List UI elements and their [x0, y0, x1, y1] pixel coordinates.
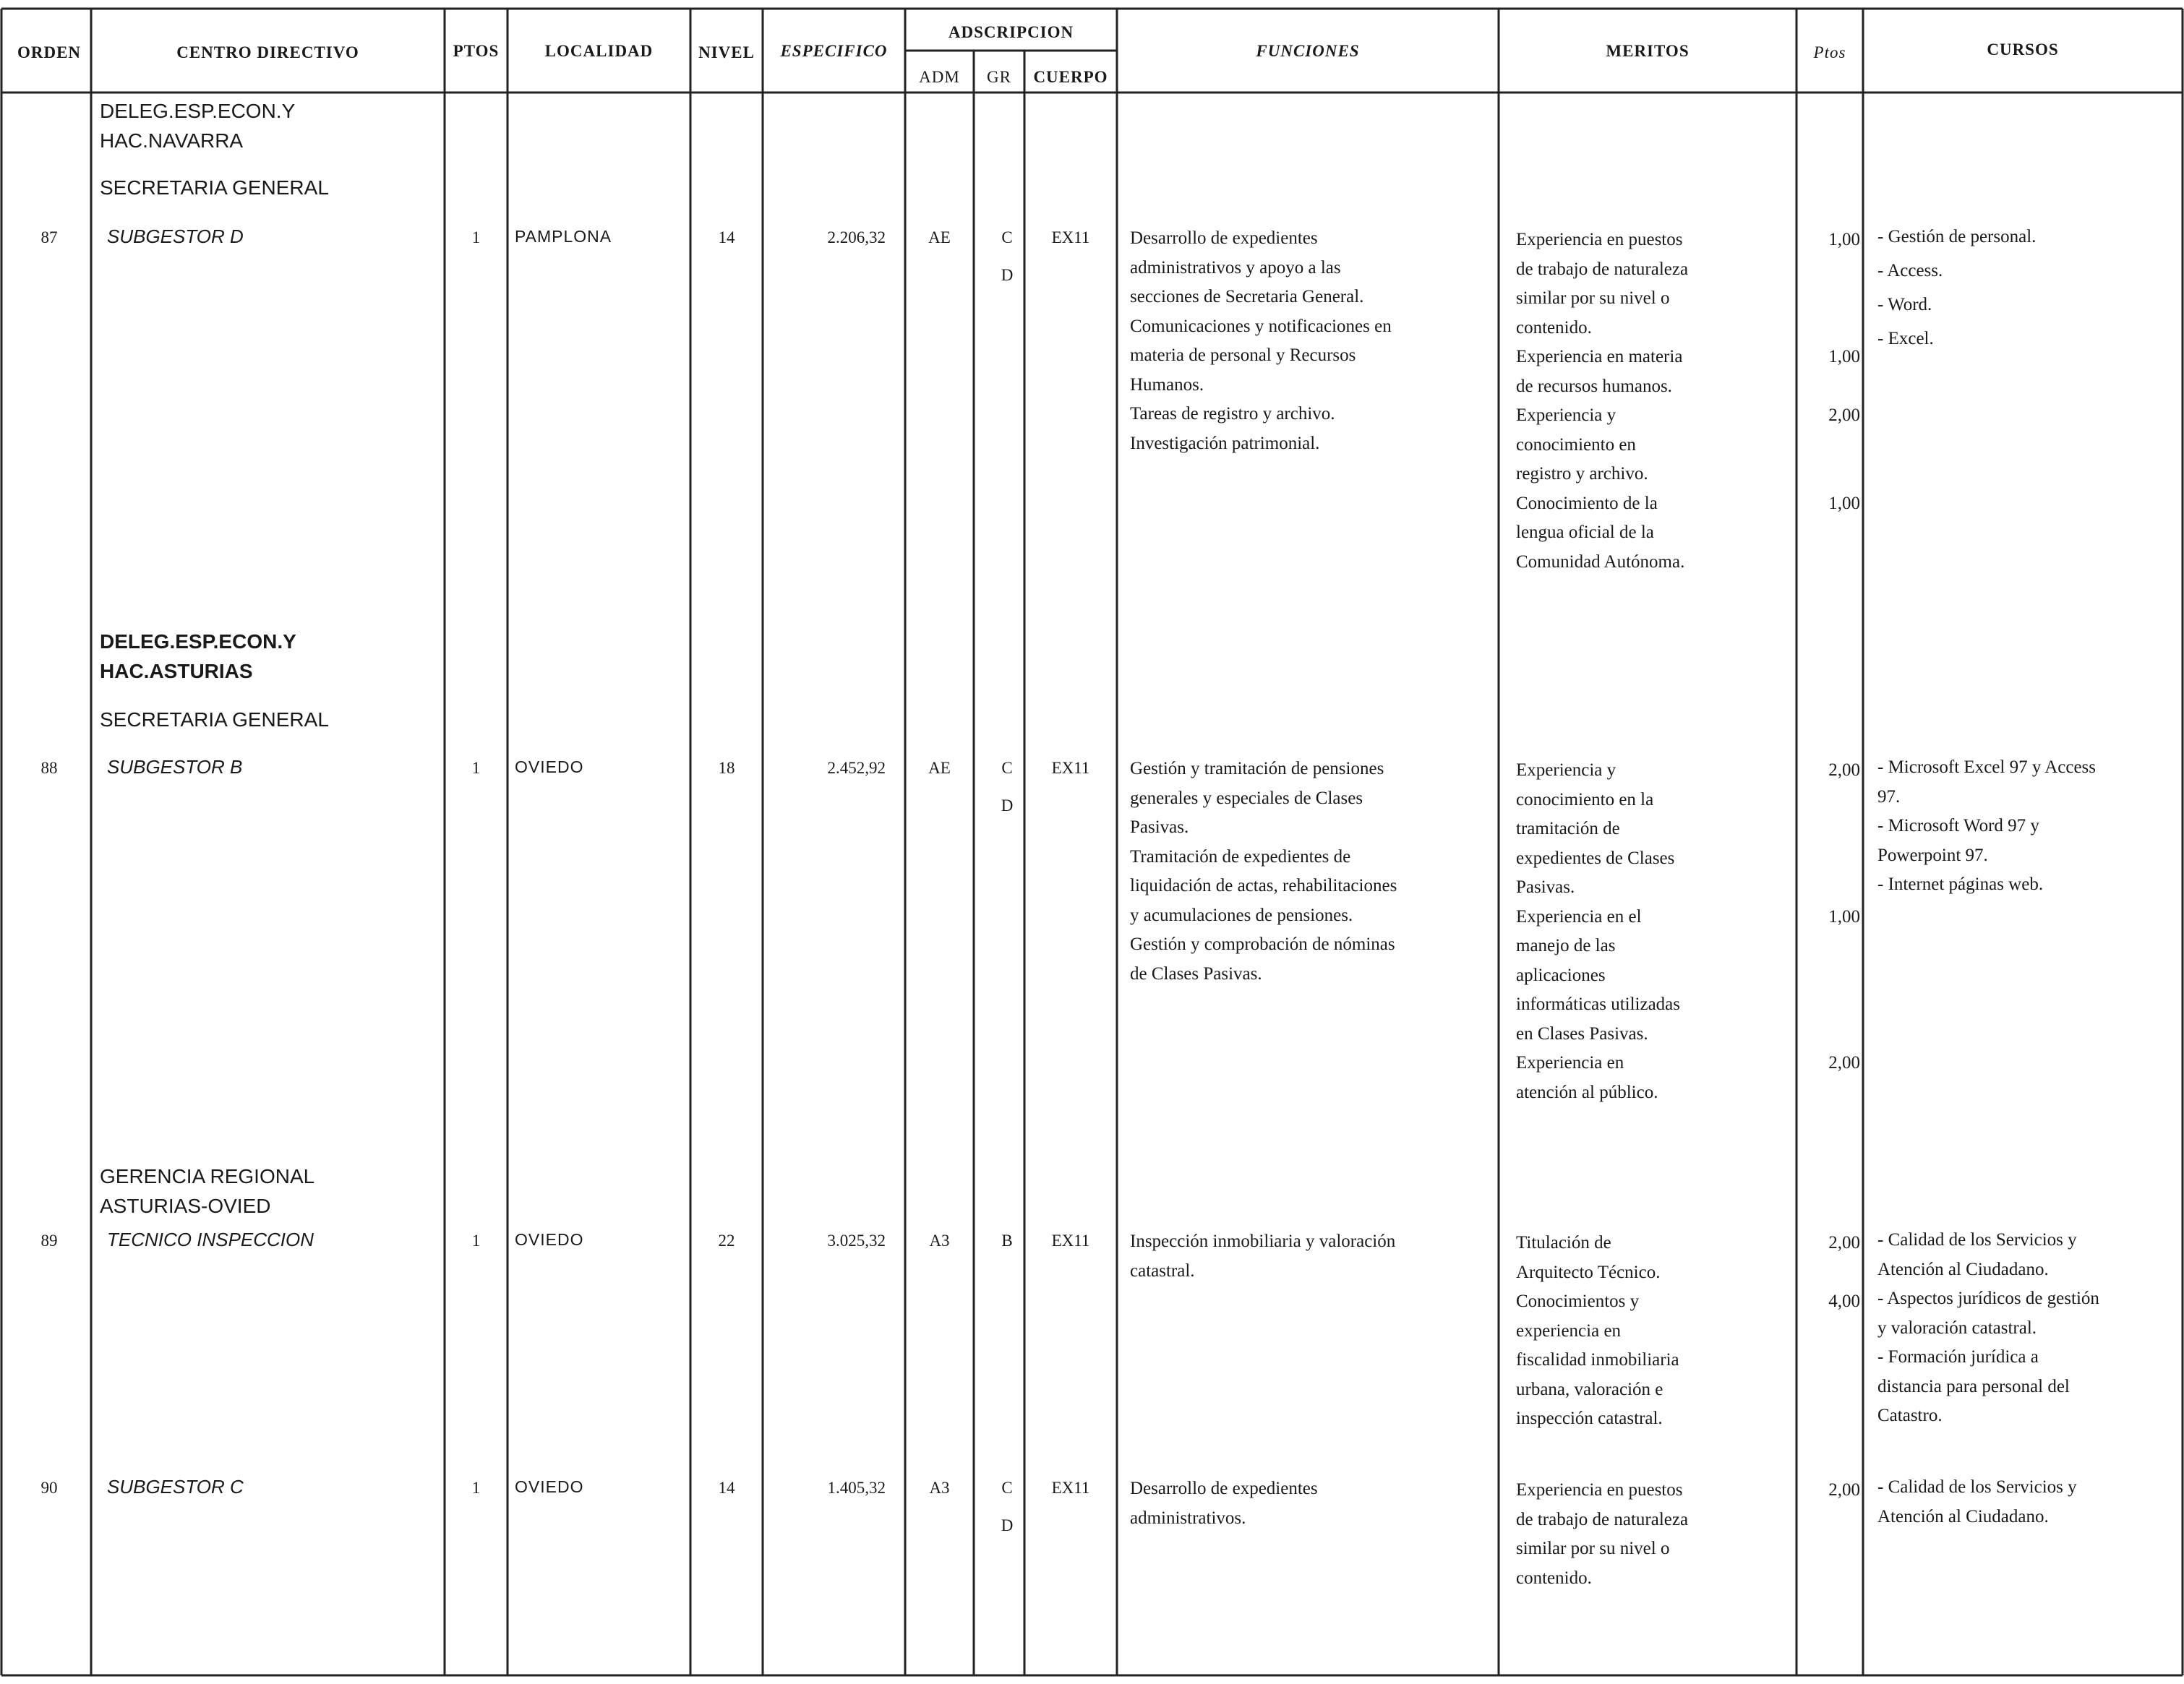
cell-ptos: 1: [471, 1479, 481, 1497]
cursos-line: - Calidad de los Servicios y: [1877, 1230, 2077, 1250]
merito-puntos: 2,00: [1828, 1233, 1860, 1253]
cursos-line: - Excel.: [1877, 329, 1934, 348]
cell-orden: 87: [40, 228, 58, 246]
cursos-line: - Internet páginas web.: [1877, 875, 2044, 894]
cell-localidad: OVIEDO: [515, 1230, 584, 1249]
meritos-line: Conocimiento de la: [1516, 493, 1658, 513]
cell-grupo: C: [1001, 1479, 1013, 1497]
merito-puntos: 2,00: [1828, 1480, 1860, 1500]
header-centro-directivo: CENTRO DIRECTIVO: [176, 43, 359, 61]
cell-orden: 90: [40, 1479, 58, 1497]
cell-orden: 88: [40, 759, 58, 777]
meritos-line: lengua oficial de la: [1516, 523, 1654, 542]
cursos-line: - Gestión de personal.: [1877, 227, 2037, 246]
header-gr: GR: [987, 68, 1011, 86]
funciones-line: de Clases Pasivas.: [1130, 963, 1262, 984]
section-line: DELEG.ESP.ECON.Y: [100, 630, 296, 653]
section-line: HAC.ASTURIAS: [100, 659, 253, 682]
funciones-line: Humanos.: [1130, 374, 1204, 395]
cell-centro-directivo: SUBGESTOR B: [107, 756, 243, 778]
section-line: DELEG.ESP.ECON.Y: [100, 100, 296, 122]
section-gerencia-regional: [100, 1162, 314, 1221]
meritos-line: en Clases Pasivas.: [1516, 1023, 1648, 1044]
cell-cuerpo: EX11: [1051, 228, 1090, 246]
meritos-line: Titulación de: [1516, 1233, 1611, 1253]
meritos-line: de trabajo de naturaleza: [1516, 1509, 1689, 1529]
cell-ptos: 1: [471, 228, 481, 246]
cursos-line: Powerpoint 97.: [1877, 845, 1988, 865]
meritos-line: Experiencia en el: [1516, 906, 1642, 927]
merito-puntos: 1,00: [1828, 906, 1860, 927]
merito-puntos: 2,00: [1828, 405, 1860, 425]
section-deleg-asturias: [100, 627, 296, 686]
cell-grupo: C: [1001, 759, 1013, 777]
header-especifico: ESPECIFICO: [780, 42, 888, 60]
section-secretaria-general: SECRETARIA GENERAL: [100, 708, 329, 731]
funciones-line: generales y especiales de Clases: [1130, 788, 1363, 808]
meritos-line: aplicaciones: [1516, 965, 1606, 985]
cursos-line: - Word.: [1877, 295, 1932, 314]
merito-puntos: 2,00: [1828, 1053, 1860, 1073]
meritos-line: tramitación de: [1516, 819, 1620, 838]
cell-especifico: 2.452,92: [827, 759, 886, 777]
cursos-line: 97.: [1877, 786, 1901, 807]
header-localidad: LOCALIDAD: [544, 42, 654, 60]
cell-adm: A3: [929, 1479, 950, 1497]
header-adm: ADM: [919, 68, 960, 86]
meritos-line: manejo de las: [1516, 936, 1616, 955]
meritos-line: Arquitecto Técnico.: [1516, 1262, 1661, 1282]
section-line: HAC.NAVARRA: [100, 129, 244, 152]
meritos-line: experiencia en: [1516, 1320, 1622, 1341]
merito-puntos: 2,00: [1828, 760, 1860, 780]
cursos-line: distancia para personal del: [1877, 1376, 2070, 1396]
meritos-line: fiscalidad inmobiliaria: [1516, 1350, 1679, 1370]
funciones-line: materia de personal y Recursos: [1130, 345, 1356, 365]
section-secretaria-general: SECRETARIA GENERAL: [100, 176, 329, 199]
cell-centro-directivo: TECNICO INSPECCION: [107, 1229, 314, 1250]
merito-puntos: 1,00: [1828, 230, 1860, 249]
cell-grupo: D: [1001, 796, 1014, 815]
meritos-line: Experiencia y: [1516, 760, 1616, 780]
cell-cuerpo: EX11: [1051, 1479, 1090, 1497]
cell-especifico: 1.405,32: [827, 1479, 886, 1497]
cell-adm: AE: [928, 228, 951, 246]
header-orden: ORDEN: [17, 43, 82, 61]
header-meritos: MERITOS: [1606, 42, 1690, 60]
meritos-line: similar por su nivel o: [1516, 1539, 1670, 1558]
cursos-line: Catastro.: [1877, 1406, 1943, 1425]
cell-orden: 89: [40, 1232, 58, 1250]
meritos-line: urbana, valoración e: [1516, 1379, 1663, 1399]
meritos-line: similar por su nivel o: [1516, 288, 1670, 308]
header-cursos: CURSOS: [1987, 40, 2059, 59]
cell-grupo: D: [1001, 266, 1014, 284]
cell-nivel: 22: [718, 1232, 735, 1250]
funciones-line: Investigación patrimonial.: [1130, 433, 1320, 453]
cursos-line: - Aspectos jurídicos de gestión: [1877, 1289, 2099, 1308]
cursos-line: y valoración catastral.: [1877, 1318, 2037, 1338]
meritos-line: Experiencia en puestos: [1516, 1480, 1683, 1500]
cell-nivel: 18: [718, 759, 735, 777]
funciones-line: Pasivas.: [1130, 817, 1189, 837]
meritos-line: conocimiento en: [1516, 434, 1636, 455]
section-deleg-navarra: [100, 97, 295, 155]
cell-nivel: 14: [718, 1479, 735, 1497]
cell-grupo: D: [1001, 1516, 1014, 1534]
cell-centro-directivo: SUBGESTOR D: [107, 225, 244, 247]
meritos-line: de trabajo de naturaleza: [1516, 259, 1689, 279]
funciones-line: Desarrollo de expedientes: [1130, 228, 1318, 248]
cell-especifico: 2.206,32: [827, 228, 886, 246]
cursos-line: - Microsoft Word 97 y: [1877, 816, 2039, 835]
merito-puntos: 4,00: [1828, 1292, 1860, 1311]
meritos-line: Experiencia y: [1516, 405, 1616, 425]
funciones-line: Gestión y comprobación de nóminas: [1130, 935, 1395, 954]
funciones-line: catastral.: [1130, 1260, 1195, 1281]
section-line: GERENCIA REGIONAL: [100, 1165, 315, 1187]
cursos-line: Atención al Ciudadano.: [1877, 1506, 2049, 1526]
header-funciones: FUNCIONES: [1256, 42, 1360, 60]
cell-especifico: 3.025,32: [827, 1232, 886, 1250]
header-ptos-meritos: Ptos: [1813, 43, 1846, 61]
cell-localidad: OVIEDO: [515, 1477, 584, 1496]
header-ptos: PTOS: [453, 42, 500, 60]
cell-ptos: 1: [471, 1232, 481, 1250]
header-nivel: NIVEL: [698, 43, 755, 61]
funciones-line: Inspección inmobiliaria y valoración: [1130, 1232, 1396, 1251]
header-cuerpo: CUERPO: [1033, 68, 1108, 86]
cell-ptos: 1: [471, 759, 481, 777]
cell-cuerpo: EX11: [1051, 1232, 1090, 1250]
meritos-line: Conocimientos y: [1516, 1292, 1640, 1311]
meritos-line: registro y archivo.: [1516, 464, 1648, 484]
funciones-line: administrativos.: [1130, 1508, 1246, 1528]
cell-centro-directivo: SUBGESTOR C: [107, 1476, 244, 1498]
meritos-line: atención al público.: [1516, 1082, 1658, 1102]
funciones-line: administrativos y apoyo a las: [1130, 257, 1341, 278]
meritos-line: contenido.: [1516, 1568, 1592, 1588]
funciones-line: Tareas de registro y archivo.: [1130, 404, 1335, 424]
funciones-line: Comunicaciones y notificaciones en: [1130, 316, 1392, 336]
cell-grupo: C: [1001, 228, 1013, 246]
cell-nivel: 14: [718, 228, 735, 246]
section-line: ASTURIAS-OVIED: [100, 1194, 271, 1217]
meritos-line: Experiencia en puestos: [1516, 230, 1683, 249]
funciones-line: Gestión y tramitación de pensiones: [1130, 759, 1384, 778]
meritos-line: de recursos humanos.: [1516, 376, 1672, 396]
cell-localidad: OVIEDO: [515, 757, 584, 776]
meritos-line: Experiencia en: [1516, 1053, 1624, 1073]
meritos-line: inspección catastral.: [1516, 1409, 1663, 1428]
meritos-line: Comunidad Autónoma.: [1516, 551, 1685, 572]
cell-grupo: B: [1001, 1232, 1013, 1250]
cursos-line: - Formación jurídica a: [1877, 1347, 2039, 1367]
meritos-line: Experiencia en materia: [1516, 347, 1683, 366]
meritos-line: expedientes de Clases: [1516, 848, 1675, 868]
merito-puntos: 1,00: [1828, 347, 1860, 366]
cursos-line: - Microsoft Excel 97 y Access: [1877, 757, 2097, 777]
meritos-line: conocimiento en la: [1516, 789, 1654, 809]
meritos-line: informáticas utilizadas: [1516, 994, 1681, 1014]
meritos-line: Pasivas.: [1516, 877, 1575, 897]
funciones-line: y acumulaciones de pensiones.: [1130, 905, 1353, 925]
cell-cuerpo: EX11: [1051, 759, 1090, 777]
meritos-line: contenido.: [1516, 317, 1592, 338]
cell-adm: AE: [928, 759, 951, 777]
cell-adm: A3: [929, 1232, 950, 1250]
header-adscripcion: ADSCRIPCION: [948, 23, 1074, 41]
cursos-line: Atención al Ciudadano.: [1877, 1259, 2049, 1279]
funciones-line: secciones de Secretaria General.: [1130, 287, 1364, 306]
cursos-line: - Calidad de los Servicios y: [1877, 1477, 2077, 1497]
funciones-line: liquidación de actas, rehabilitaciones: [1130, 876, 1397, 895]
cell-localidad: PAMPLONA: [515, 227, 612, 246]
cursos-line: - Access.: [1877, 261, 1943, 280]
merito-puntos: 1,00: [1828, 493, 1860, 513]
funciones-line: Tramitación de expedientes de: [1130, 846, 1351, 867]
funciones-line: Desarrollo de expedientes: [1130, 1479, 1318, 1498]
